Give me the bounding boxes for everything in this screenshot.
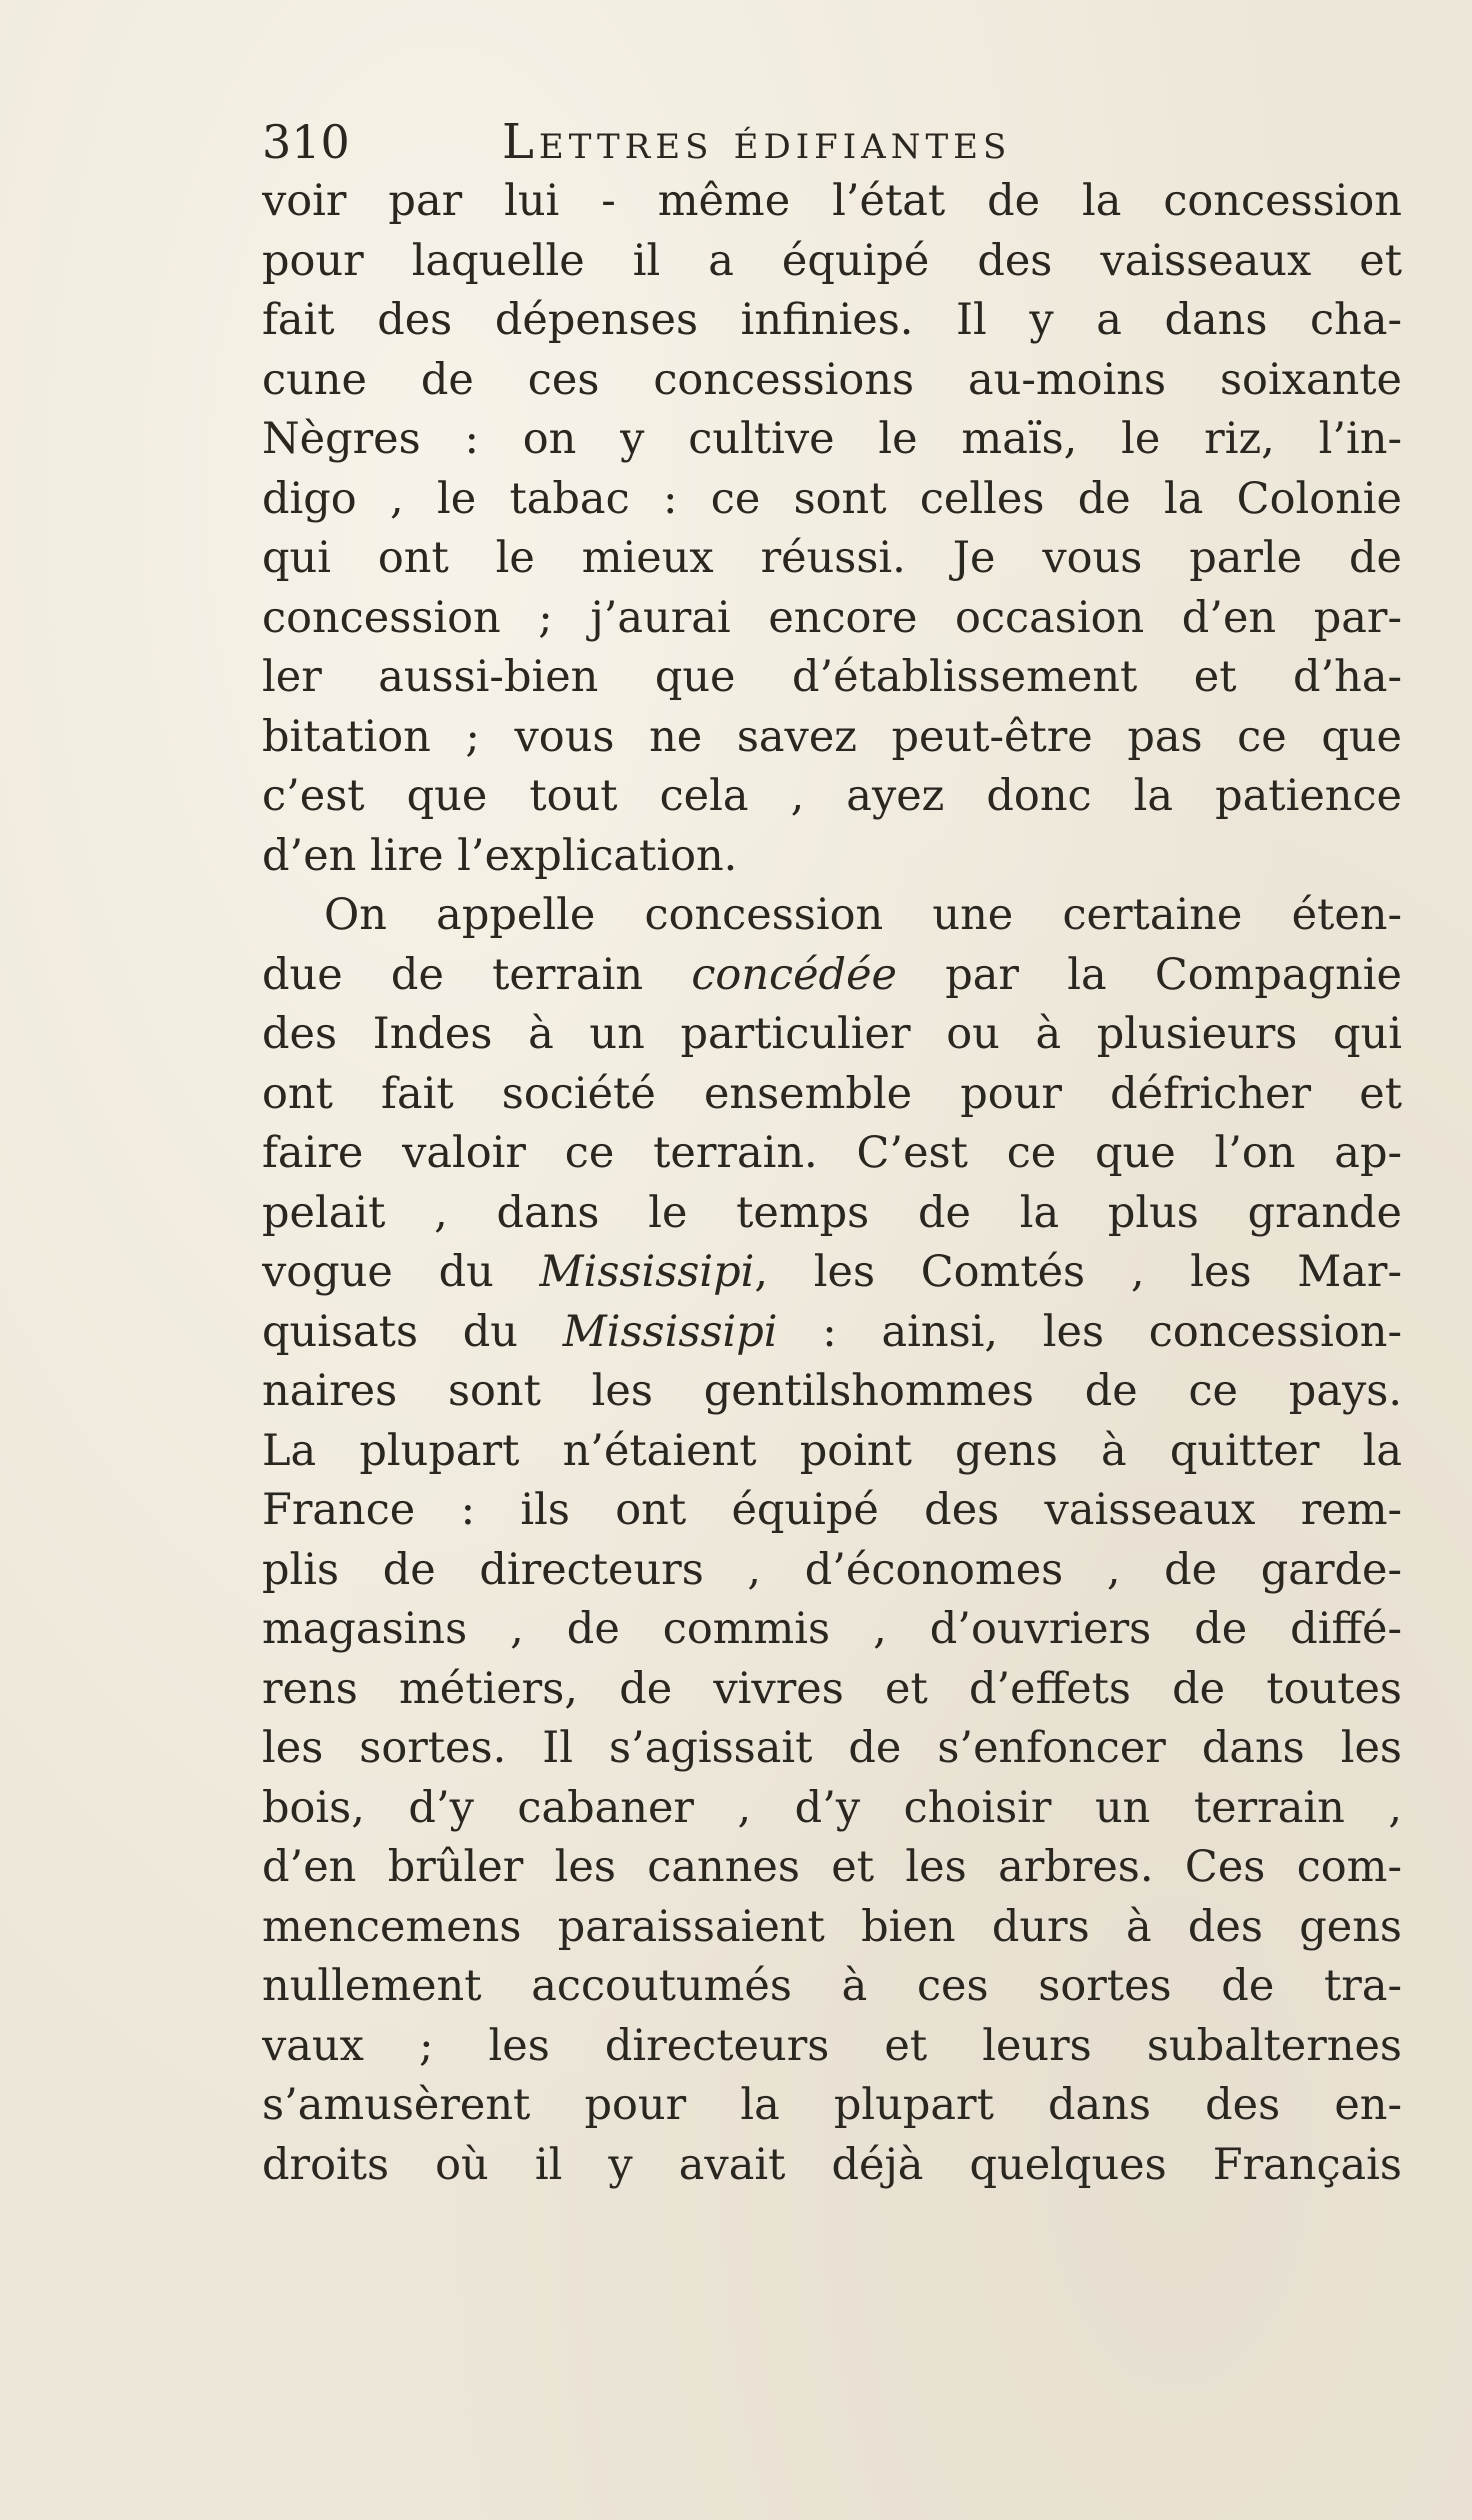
text-line <box>262 410 1402 470</box>
text-line <box>262 529 1402 589</box>
text-segment: magasins , de commis , d’ouvriers de diffé- <box>262 1604 1402 1654</box>
text-line <box>262 708 1402 768</box>
text-segment: qui ont le mieux réussi. Je vous parle de <box>262 533 1402 583</box>
text-segment: les sortes. Il s’agissait de s’enfoncer dans les <box>262 1723 1402 1773</box>
italic-text-segment: concédée <box>691 949 897 1000</box>
text-segment: pelait , dans le temps de la plus grande <box>262 1187 1402 1238</box>
text-line <box>262 886 1402 946</box>
text-segment: digo , le tabac : ce sont celles de la Colonie <box>262 473 1402 524</box>
text-segment: s’amusèrent pour la plupart dans des en- <box>262 2080 1402 2130</box>
text-line <box>262 1422 1402 1482</box>
text-line <box>262 172 1402 232</box>
text-segment: des Indes à un particulier ou à plusieurs qui <box>262 1009 1402 1059</box>
text-line <box>262 1779 1402 1839</box>
italic-text-segment: Mississipi <box>562 1306 778 1357</box>
italic-text-segment: Mississipi <box>539 1247 755 1297</box>
text-segment: d’en lire l’explication. <box>262 830 738 881</box>
running-title: Lettres édifiantes <box>502 114 1012 170</box>
text-segment: nullement accoutumés à ces sortes de tra- <box>262 1961 1402 2011</box>
page-number: 310 <box>262 115 350 169</box>
text-line <box>262 1303 1402 1363</box>
text-line <box>262 1838 1402 1898</box>
text-line <box>262 589 1402 649</box>
text-segment: bois, d’y cabaner , d’y choisir un terrain , <box>262 1782 1402 1833</box>
text-line <box>262 1660 1402 1720</box>
text-line <box>262 1184 1402 1244</box>
text-line <box>262 767 1402 827</box>
text-line <box>262 351 1402 411</box>
text-segment: : ainsi, les concession- <box>777 1306 1402 1357</box>
text-line <box>262 946 1402 1006</box>
text-segment: c’est que tout cela , ayez donc la patience <box>262 771 1402 821</box>
text-line <box>262 1124 1402 1184</box>
text-segment: rens métiers, de vivres et d’effets de toutes <box>262 1663 1402 1714</box>
text-segment: par la Compagnie <box>896 949 1402 1000</box>
text-segment: naires sont les gentilshommes de ce pays. <box>262 1366 1402 1416</box>
text-segment: concession ; j’aurai encore occasion d’en par- <box>262 592 1402 643</box>
text-line <box>262 1005 1402 1065</box>
text-line <box>262 1957 1402 2017</box>
text-segment: bitation ; vous ne savez peut-être pas ce que <box>262 711 1402 762</box>
text-segment: Nègres : on y cultive le maïs, le riz, l’in- <box>262 414 1402 464</box>
text-segment: La plupart n’étaient point gens à quitter la <box>262 1425 1402 1476</box>
text-line <box>262 2017 1402 2077</box>
text-line <box>262 1065 1402 1125</box>
text-segment: quisats du <box>262 1306 563 1357</box>
text-segment: pour laquelle il a équipé des vaisseaux et <box>262 235 1402 286</box>
text-line <box>262 470 1402 530</box>
text-line <box>262 2076 1402 2136</box>
text-line <box>262 827 1402 887</box>
page-header <box>262 114 1412 170</box>
text-segment: fait des dépenses infinies. Il y a dans cha- <box>262 295 1402 345</box>
text-segment: France : ils ont équipé des vaisseaux rem- <box>262 1485 1402 1535</box>
text-segment: cune de ces concessions au-moins soixante <box>262 354 1402 405</box>
text-line <box>262 648 1402 708</box>
text-line <box>262 1898 1402 1958</box>
text-line <box>262 1243 1402 1303</box>
text-line <box>262 1541 1402 1601</box>
text-segment: vaux ; les directeurs et leurs subalternes <box>262 2020 1402 2071</box>
text-segment: On appelle concession une certaine éten- <box>324 890 1402 940</box>
text-segment: d’en brûler les cannes et les arbres. Ces com- <box>262 1842 1402 1892</box>
text-segment: faire valoir ce terrain. C’est ce que l’on ap- <box>262 1128 1402 1178</box>
text-segment: ont fait société ensemble pour défricher et <box>262 1068 1402 1119</box>
text-line <box>262 1481 1402 1541</box>
text-line <box>262 232 1402 292</box>
text-segment: , les Comtés , les Mar- <box>754 1247 1402 1297</box>
text-line <box>262 291 1402 351</box>
body-text <box>262 172 1402 2195</box>
text-segment: voir par lui - même l’état de la concession <box>262 176 1402 226</box>
text-segment: droits où il y avait déjà quelques Français <box>262 2139 1402 2190</box>
text-line <box>262 1600 1402 1660</box>
text-line <box>262 1362 1402 1422</box>
text-line <box>262 1719 1402 1779</box>
text-segment: plis de directeurs , d’économes , de garde- <box>262 1544 1402 1595</box>
text-segment: ler aussi-bien que d’établissement et d’ha- <box>262 652 1402 702</box>
text-segment: vogue du <box>262 1247 540 1297</box>
text-line <box>262 2136 1402 2196</box>
text-segment: mencemens paraissaient bien durs à des gens <box>262 1901 1402 1952</box>
text-segment: due de terrain <box>262 949 692 1000</box>
